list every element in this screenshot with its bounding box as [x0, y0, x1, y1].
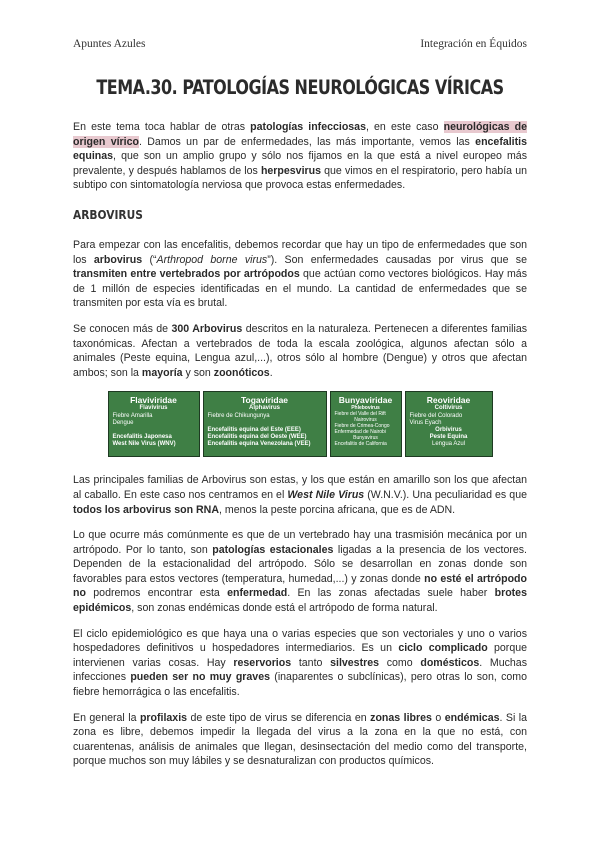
- family-box-bunyaviridae: Bunyaviridae Phlebovirus Fiebre del Valle del Rift Nairovirus Fiebre de Crimea-Congo Enfermedad de Nairobi Bunyavirus Encefalitis de California: [330, 391, 402, 457]
- section-heading: ARBOVIRUS: [73, 206, 143, 222]
- paragraph-arbovirus-count: Se conocen más de 300 Arbovirus descritos en la naturaleza. Pertenecen a diferentes familias taxonómicas. Afectan a vertebrados de toda la escala zoológica, algunos afectan sólo a animales (Peste equina, Lengua azul,...), otros sólo al hombre (Dengue) y otros que afectan ambos; son la mayoría y son zoonóticos.: [73, 322, 528, 379]
- paragraph-transmission: Lo que ocurre más comúnmente es que de un vertebrado hay una trasmisión mecánica por un artrópodo. Por lo tanto, son patologías estacionales ligadas a la presencia de los vectores. Dependen de la estacionalidad del artrópodo. Sólo se desarrollan en zonas donde son favorables para estos vectores (temperatura, humedad,...) y zonas donde no esté el artrópodo no podremos encontrar esta enfermedad. En las zonas afectadas suele haber brotes epidémicos, son zonas endémicas donde está el artrópodo de forma natural.: [73, 529, 527, 615]
- paragraph-prophylaxis: En general la profilaxis de este tipo de virus se diferencia en zonas libres o endémicas. Si la zona es libre, debemos impedir la llegada del virus a la zona en la que no está, con cuarentenas, análisis de animales que llegan, desinsectación del medio como del transporte, porque muchos son muy lábiles y se desnaturalizan con productos químicos.: [73, 711, 528, 768]
- page-header: [73, 38, 527, 50]
- header-right: Integración en Équidos: [420, 38, 527, 50]
- page-title: TEMA.30. PATOLOGÍAS NEUROLÓGICAS VÍRICAS: [96, 76, 504, 99]
- family-box-reoviridae: Reoviridae Coltivirus Fiebre del Colorado Virus Eyach Orbivirus Peste Equina Lengua Azul: [405, 391, 493, 457]
- intro-paragraph: En este tema toca hablar de otras patologías infecciosas, en este caso neurológicas de origen vírico. Damos un par de enfermedades, las más importante, vemos las encefalitis equinas, que son un amplio grupo y sólo nos fijamos en la que está a nivel europeo más prevalente, y después hablamos de los herpesvirus que vimos en el respiratorio, pero había un subtipo con sintomatología nerviosa que provoca estas enfermedades.: [73, 121, 528, 192]
- arbovirus-families-figure: [73, 391, 527, 457]
- paragraph-families: Las principales familias de Arbovirus son estas, y los que están en amarillo son los que afectan al caballo. En este caso nos centramos en el West Nile Virus (W.N.V.). Una peculiaridad es que todos los arbovirus son RNA, menos la peste porcina africana, que es de ADN.: [73, 474, 527, 516]
- document-body: [73, 120, 527, 780]
- family-box-flaviviridae: Flaviviridae Flavivirus Fiebre Amarilla Dengue Encefalitis Japonesa West Nile Virus (WNV): [108, 391, 200, 457]
- paragraph-epidemiology: El ciclo epidemiológico es que haya una o varias especies que son vectoriales y uno o varios hospedadores definitivos u hospedadores intermediarios. Es un ciclo complicado porque intervienen varias cosas. Hay reservorios tanto silvestres como domésticos. Muchas infecciones pueden ser no muy graves (inaparentes o subclínicas), pero otras lo son, como fiebre hemorrágica o las encefalitis.: [73, 627, 527, 699]
- family-box-togaviridae: Togaviridae Alphavirus Fiebre de Chikungunya Encefalitis equina del Este (EEE) Encefalitis equina del Oeste (WEE) Encefalitis equina Venezolana (VEE): [203, 391, 327, 457]
- paragraph-arbovirus-definition: Para empezar con las encefalitis, debemos recordar que hay un tipo de enfermedades que son los arbovirus (“Arthropod borne virus”). Son enfermedades causadas por virus que se transmiten entre vertebrados por artrópodos que actúan como vectores biológicos. Hay más de 1 millón de especies identificadas en el mundo. La cantidad de enfermedades que se transmiten por esta vía es brutal.: [73, 238, 527, 310]
- header-left: Apuntes Azules: [73, 38, 146, 50]
